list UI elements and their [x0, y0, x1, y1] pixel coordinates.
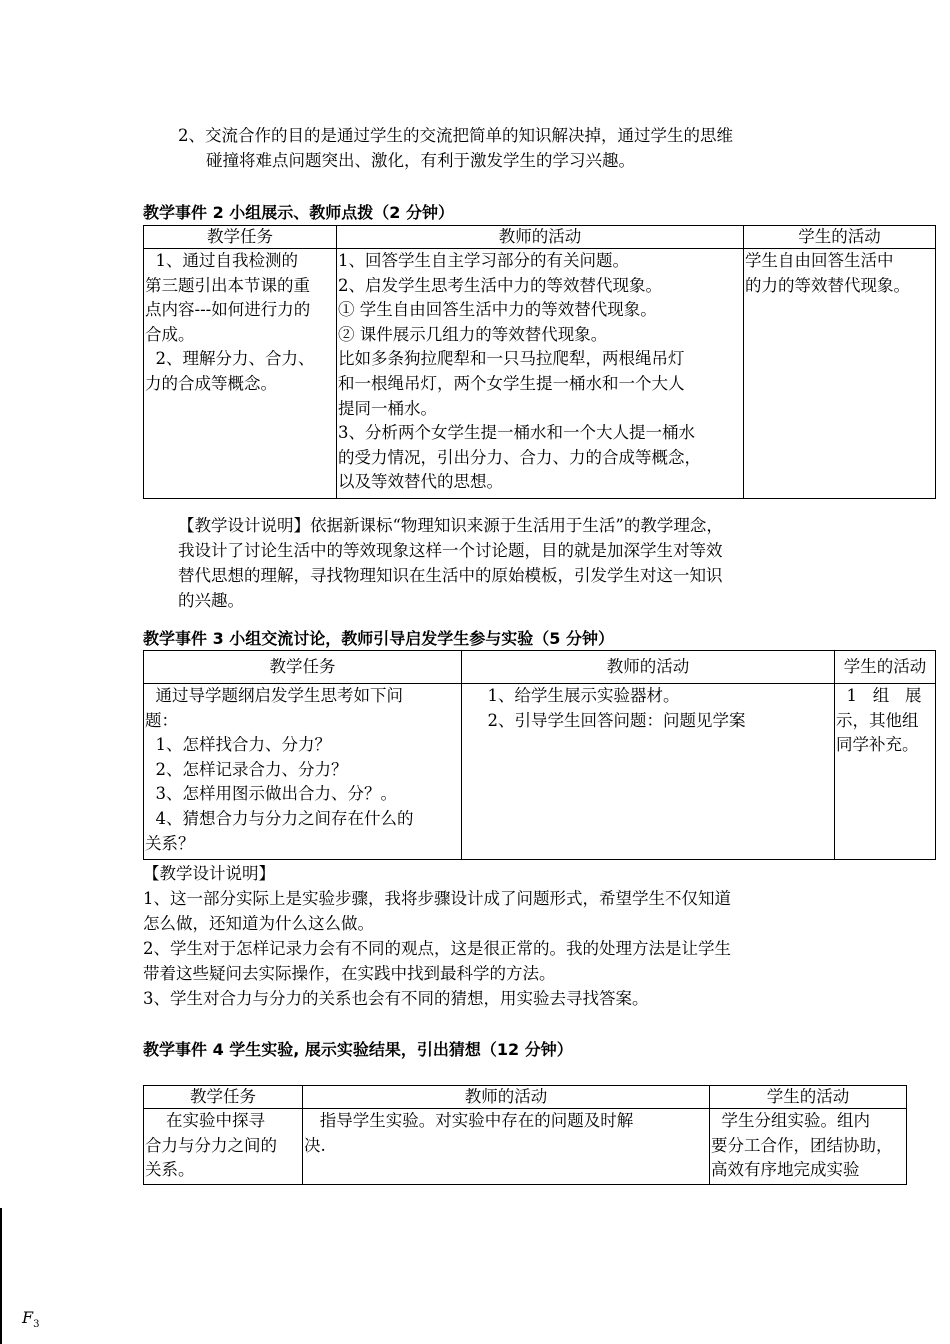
intro-line-2: 碰撞将难点问题突出、激化，有利于激发学生的学习兴趣。: [206, 151, 635, 170]
event4-header-teacher: 教师的活动: [303, 1086, 710, 1109]
event4-header-task: 教学任务: [144, 1086, 303, 1109]
event3-table: [143, 650, 936, 860]
event4-teacher-line: 决.: [304, 1135, 326, 1155]
event2-teacher-line: 的受力情况，引出分力、合力、力的合成等概念，: [338, 447, 701, 467]
event2-student-line: 的力的等效替代现象。: [745, 275, 910, 295]
event2-teacher-line: ② 课件展示几组力的等效替代现象。: [338, 324, 608, 344]
event2-task-line: 2、理解分力、合力、: [145, 349, 315, 369]
event3-task-line: 2、怎样记录合力、分力？: [145, 759, 348, 779]
event4-teacher-line: 指导学生实验。对实验中存在的问题及时解: [304, 1111, 634, 1130]
event3-task-line: 题：: [145, 710, 178, 730]
event4-task-line: 在实验中探寻: [145, 1111, 265, 1130]
event3-header-task: 教学任务: [144, 651, 462, 684]
event3-task-line: 通过导学题纲启发学生思考如下问: [145, 686, 403, 705]
event3-task-line: 关系？: [145, 833, 195, 853]
event2-header-task: 教学任务: [144, 226, 337, 249]
intro-line-1: 2、交流合作的目的是通过学生的交流把简单的知识解决掉，通过学生的思维: [178, 126, 733, 145]
event4-teacher-cell: [303, 1109, 710, 1185]
event2-heading: 教学事件 2 小组展示、教师点拨（2 分钟）: [143, 203, 454, 222]
event3-teacher-line: 1、给学生展示实验器材。: [477, 686, 680, 705]
event2-teacher-line: 2、启发学生思考生活中力的等效替代现象。: [338, 275, 662, 295]
event3-student-line: 1 组 展: [836, 686, 922, 705]
event4-header-student: 学生的活动: [710, 1086, 907, 1109]
event3-note-line: 2、学生对于怎样记录力会有不同的观点，这是很正常的。我的处理方法是让学生: [143, 939, 731, 958]
event2-table: [143, 225, 936, 499]
event2-task-line: 点内容---如何进行力的: [145, 300, 311, 320]
event3-heading: 教学事件 3 小组交流讨论，教师引导启发学生参与实验（5 分钟）: [143, 629, 614, 648]
event4-student-line: 高效有序地完成实验: [711, 1160, 860, 1180]
event2-teacher-line: 提同一桶水。: [338, 398, 437, 418]
event2-note-line: 我设计了讨论生活中的等效现象这样一个讨论题，目的就是加深学生对等效: [178, 541, 723, 560]
event3-note-line: 带着这些疑问去实际操作，在实践中找到最科学的方法。: [143, 964, 556, 983]
event2-teacher-line: ① 学生自由回答生活中力的等效替代现象。: [338, 300, 657, 320]
event2-teacher-line: 和一根绳吊灯，两个女学生提一桶水和一个大人: [338, 373, 685, 393]
event3-student-line: 示，其他组: [836, 710, 919, 730]
force-symbol-subscript: 3: [33, 1319, 40, 1331]
event3-note-line: 1、这一部分实际上是实验步骤，我将步骤设计成了问题形式，希望学生不仅知道: [143, 889, 731, 908]
event3-teacher-line: 2、引导学生回答问题：问题见学案: [477, 710, 746, 730]
event2-task-line: 第三题引出本节课的重: [145, 275, 310, 295]
event3-note-line: 【教学设计说明】: [143, 864, 275, 883]
event3-note-line: 3、学生对合力与分力的关系也会有不同的猜想，用实验去寻找答案。: [143, 989, 649, 1008]
event4-student-line: 学生分组实验。组内: [711, 1111, 870, 1130]
event2-teacher-cell: [337, 249, 744, 499]
event2-task-cell: [144, 249, 337, 499]
event2-student-cell: [744, 249, 936, 499]
event4-table: [143, 1085, 907, 1185]
event2-teacher-line: 1、回答学生自主学习部分的有关问题。: [338, 251, 629, 270]
event3-task-line: 4、猜想合力与分力之间存在什么的: [145, 808, 414, 828]
event4-heading: 教学事件 4 学生实验, 展示实验结果，引出猜想（12 分钟）: [143, 1040, 573, 1059]
event2-task-line: 1、通过自我检测的: [145, 251, 298, 270]
event3-student-cell: [835, 684, 936, 860]
event4-student-cell: [710, 1109, 907, 1185]
event2-header-teacher: 教师的活动: [337, 226, 744, 249]
event3-header-teacher: 教师的活动: [462, 651, 835, 684]
event3-student-line: 同学补充。: [836, 735, 919, 755]
event3-task-cell: [144, 684, 462, 860]
event2-header-student: 学生的活动: [744, 226, 936, 249]
event2-task-line: 合成。: [145, 324, 195, 344]
event4-task-line: 关系。: [145, 1160, 195, 1180]
event2-note-line: 的兴趣。: [178, 591, 244, 610]
force-symbol: [22, 1308, 39, 1330]
event2-teacher-line: 以及等效替代的思想。: [338, 472, 503, 492]
event4-task-cell: [144, 1109, 303, 1185]
event2-note-line: 【教学设计说明】依据新课标“物理知识来源于生活用于生活”的教学理念，: [178, 516, 723, 535]
event2-student-line: 学生自由回答生活中: [745, 251, 894, 270]
event2-teacher-line: 3、分析两个女学生提一桶水和一个大人提一桶水: [338, 423, 695, 443]
event2-teacher-line: 比如多条狗拉爬犁和一只马拉爬犁，两根绳吊灯: [338, 349, 685, 369]
margin-rule: [0, 1208, 2, 1344]
event3-note-line: 怎么做，还知道为什么这么做。: [143, 914, 374, 933]
event3-task-line: 3、怎样用图示做出合力、分？。: [145, 784, 397, 804]
event3-header-student: 学生的活动: [835, 651, 936, 684]
event4-student-line: 要分工合作，团结协助，: [711, 1135, 893, 1155]
event3-teacher-cell: [462, 684, 835, 860]
event2-task-line: 力的合成等概念。: [145, 373, 277, 393]
event3-task-line: 1、怎样找合力、分力？: [145, 735, 331, 755]
event2-note-line: 替代思想的理解，寻找物理知识在生活中的原始模板，引发学生对这一知识: [178, 566, 723, 585]
event4-task-line: 合力与分力之间的: [145, 1135, 277, 1155]
force-symbol-letter: F: [22, 1308, 34, 1327]
